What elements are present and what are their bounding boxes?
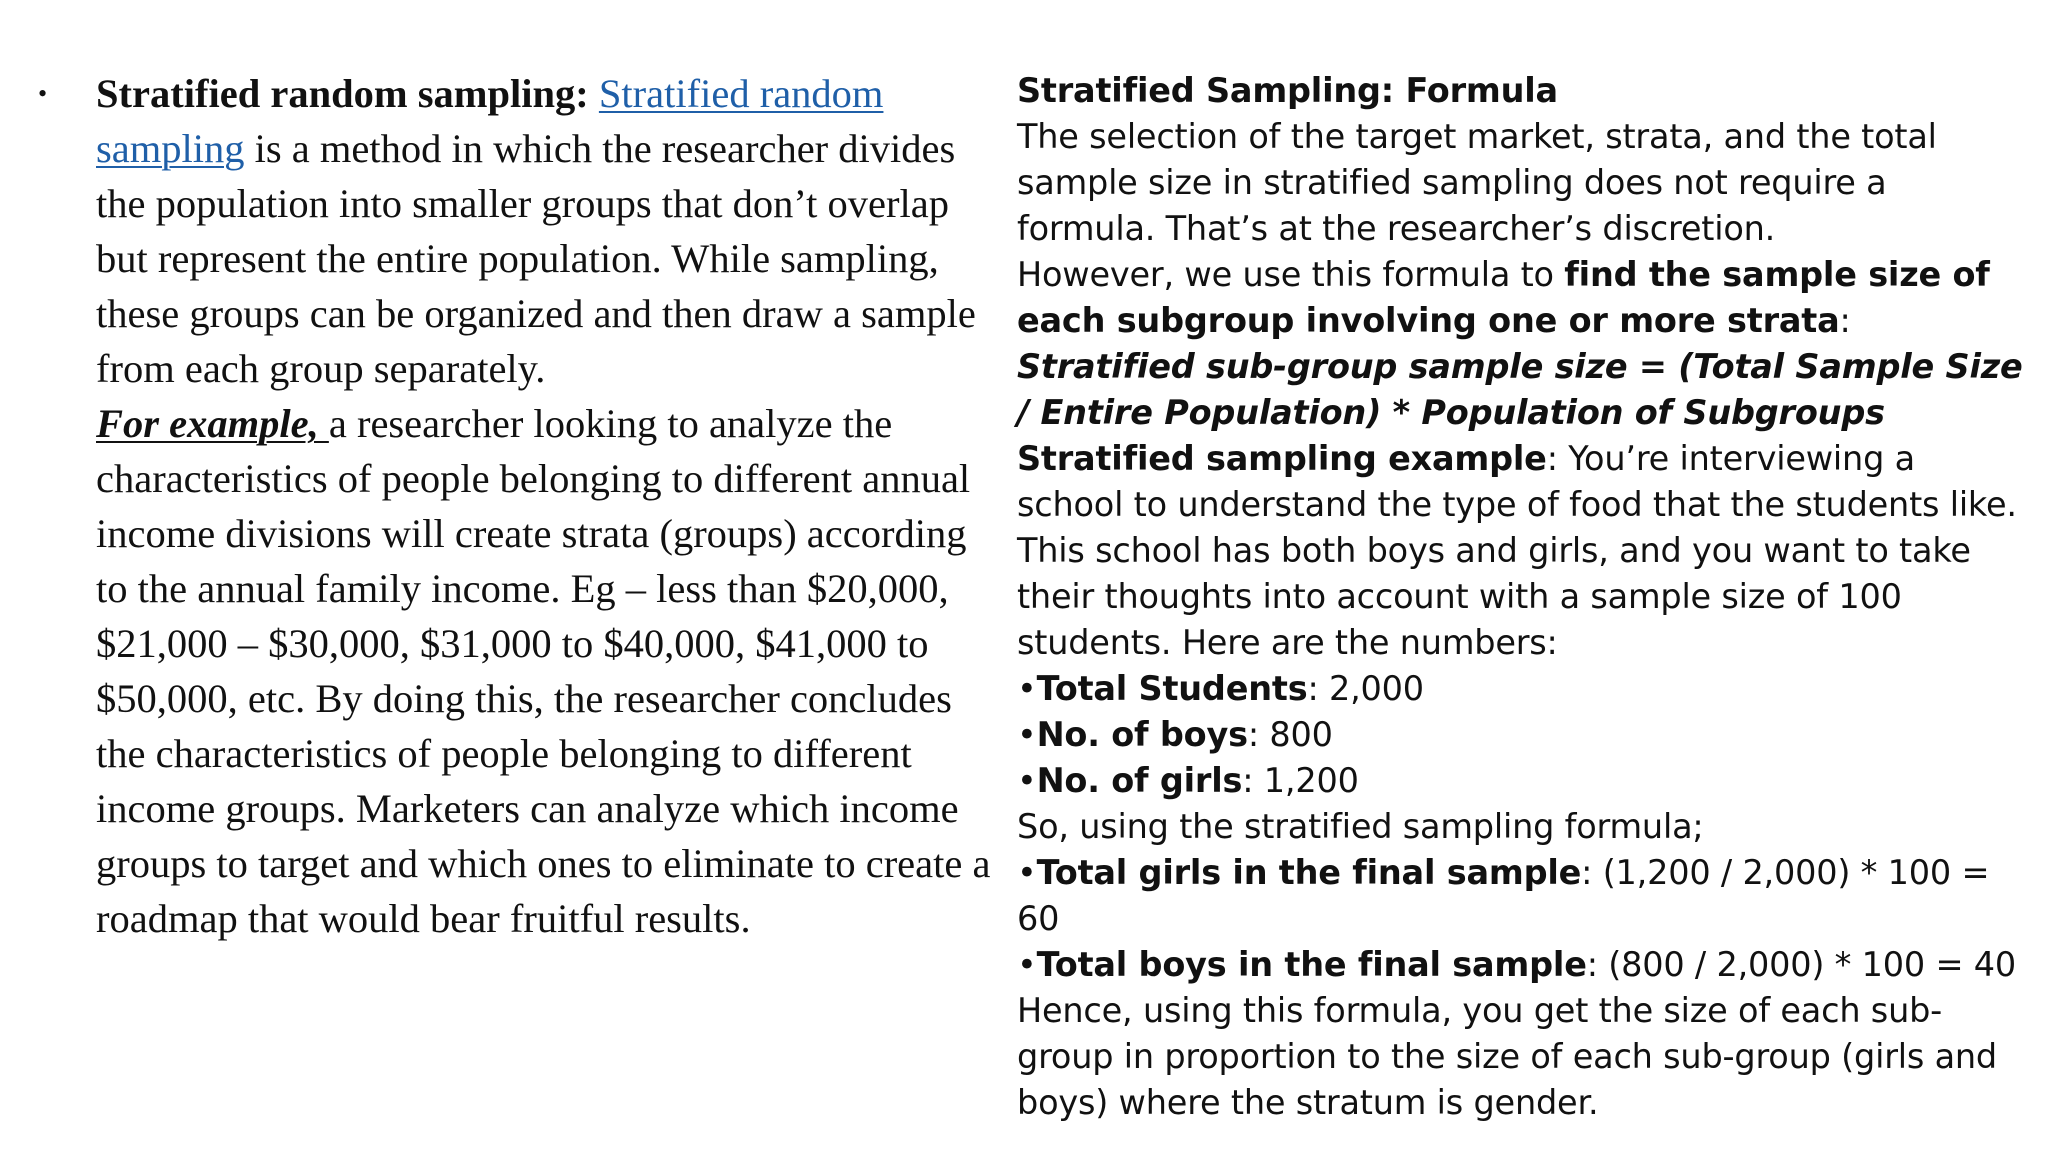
left-text-block — [96, 66, 996, 946]
formula-text: Stratified sub-group sample size = (Total Sample Size / Entire Population) * Population of Subgroups — [1017, 347, 2023, 432]
result-value: : (800 / 2,000) * 100 = 40 — [1586, 945, 2017, 984]
right-column — [1017, 68, 2027, 1126]
result-item-girls — [1017, 850, 2027, 942]
formula-title: Stratified Sampling: Formula — [1017, 71, 1558, 110]
conclusion-paragraph: Hence, using this formula, you get the size of each sub-group in proportion to the size of each sub-group (girls and boys) where the stratum is gender. — [1017, 991, 1997, 1122]
however-text: However, we use this formula to — [1017, 255, 1565, 294]
definition-paragraph — [96, 66, 996, 396]
stratified-sampling-link[interactable]: Stratified random sampling — [96, 71, 884, 171]
item-value: : 800 — [1247, 715, 1333, 754]
result-label: Total girls in the final sample — [1036, 853, 1582, 892]
bullet-icon: • — [38, 79, 48, 108]
result-value: : (1,200 / 2,000) * 100 = 60 — [1017, 853, 1990, 938]
item-label: Total Students — [1036, 669, 1308, 708]
result-item-boys — [1017, 942, 2027, 988]
definition-text: is a method in which the researcher divides the population into smaller groups that don’t overlap but represent the entire population. While sampling, these groups can be organized and then draw a sample from each group separately. — [96, 126, 976, 391]
list-bullet: • — [1017, 715, 1037, 754]
list-bullet: • — [1017, 761, 1037, 800]
however-bold-text: find the sample size of each subgroup involving one or more strata — [1017, 255, 1990, 340]
list-bullet: • — [1017, 945, 1037, 984]
example-text: a researcher looking to analyze the characteristics of people belonging to different annual income divisions will create strata (groups) according to the annual family income. Eg – less than $20,000, $21,000 – $30,000, $31,000 to $40,000, $41,000 to $50,000, etc. By doing this, the researcher concludes the characteristics of people belonging to different income groups. Marketers can analyze which income groups to target and which ones to eliminate to create a roadmap that would bear fruitful results. — [96, 401, 991, 941]
list-item-girls — [1017, 758, 2027, 804]
list-bullet: • — [1017, 669, 1037, 708]
result-label: Total boys in the final sample — [1036, 945, 1587, 984]
item-label: No. of girls — [1036, 761, 1243, 800]
item-value: : 1,200 — [1242, 761, 1359, 800]
definition-heading: Stratified random sampling: — [96, 71, 589, 116]
example-label: Stratified sampling example — [1017, 439, 1547, 478]
item-value: : 2,000 — [1307, 669, 1424, 708]
left-column — [28, 66, 991, 946]
intro-paragraph: The selection of the target market, strata, and the total sample size in stratified sampling does not require a formula. That’s at the researcher’s discretion. — [1017, 117, 1937, 248]
example-paragraph — [96, 396, 996, 946]
item-label: No. of boys — [1036, 715, 1248, 754]
list-item-boys — [1017, 712, 2027, 758]
example-lead: For example, — [96, 401, 329, 446]
list-bullet: • — [1017, 853, 1037, 892]
however-paragraph — [1017, 252, 2027, 344]
list-item-total-students — [1017, 666, 2027, 712]
example-description: : You’re interviewing a school to understand the type of food that the students like. This school has both boys and girls, and you want to take their thoughts into account with a sample size of 100 students. Here are the numbers: — [1017, 439, 2017, 662]
so-line: So, using the stratified sampling formula; — [1017, 807, 1704, 846]
example-paragraph-right — [1017, 436, 2027, 666]
however-colon: : — [1839, 301, 1851, 340]
